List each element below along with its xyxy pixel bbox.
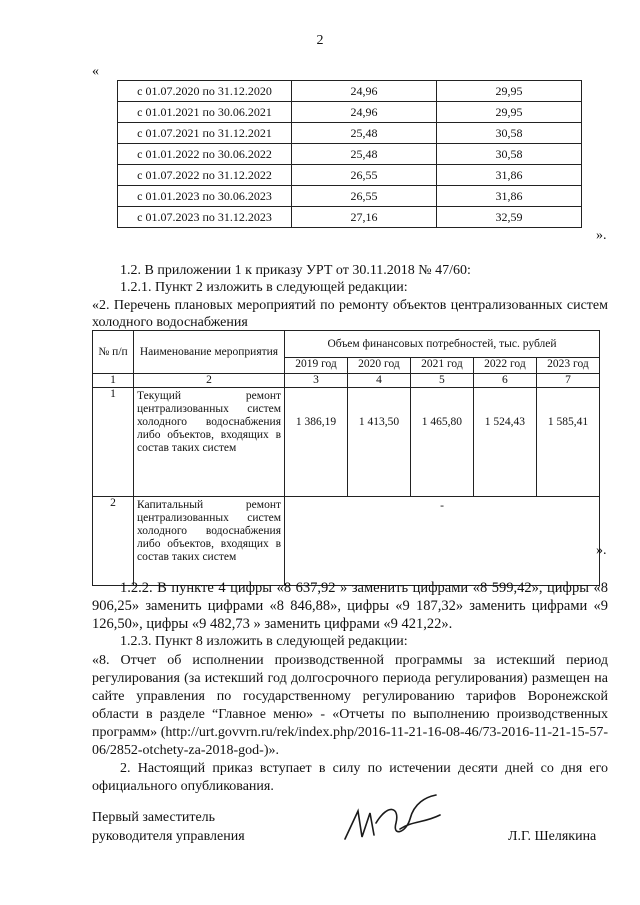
row-value: 1 386,19 [285, 388, 348, 497]
rate-value-1: 25,48 [292, 144, 437, 165]
table-row [118, 165, 582, 186]
rate-value-2: 31,86 [437, 186, 582, 207]
repair-plan-table [92, 330, 600, 586]
signature-stroke [345, 795, 440, 839]
section-2: 2. Настоящий приказ вступает в силу по истечении десяти дней со дня его официального опубликования. [92, 761, 608, 794]
signatory-name: Л.Г. Шелякина [508, 829, 597, 844]
rate-value-1: 24,96 [292, 81, 437, 102]
col-index: 2 [134, 374, 285, 388]
table-row [93, 388, 600, 497]
row-name [134, 497, 285, 586]
col-index: 4 [347, 374, 410, 388]
table-row [118, 186, 582, 207]
row-value: 1 465,80 [410, 388, 473, 497]
rate-value-2: 31,86 [437, 165, 582, 186]
closing-quote-2: ». [596, 543, 607, 558]
row-number: 2 [93, 497, 134, 586]
col-index: 1 [93, 374, 134, 388]
table-row [118, 81, 582, 102]
rate-period: с 01.01.2022 по 30.06.2022 [118, 144, 292, 165]
rate-period: с 01.01.2023 по 30.06.2023 [118, 186, 292, 207]
col-header-year: 2021 год [410, 358, 473, 374]
signature-image [340, 793, 450, 845]
rate-value-2: 29,95 [437, 102, 582, 123]
section-1-2-2: 1.2.2. В пункте 4 цифры «8 637,92 » заменить цифрами «8 599,42», цифры «8 906,25» заменить цифрами «8 846,88», цифры «9 187,32» заменить цифрами «9 126,50», цифры «9 482,73 » заменить цифрами «9 421,22». [92, 580, 608, 632]
col-header-name: Наименование мероприятия [134, 331, 285, 374]
rate-period: с 01.07.2022 по 31.12.2022 [118, 165, 292, 186]
row-name-last: состав таких систем [137, 551, 237, 563]
col-index: 5 [410, 374, 473, 388]
point-8-text: «8. Отчет об исполнении производственной программы за истекший период регулирования (за истекший год долгосрочного периода регулирования) размещен на сайте управления по государственному регулированию тарифов Воронежской области в разделе “Главное меню» - «Отчеты по выполнению производственных программ» (http://urt.govvrn.ru/rek/index.php/2016-11-21-16-08-46/73-2016-11-21-15-57-06/2852-otchety-za-2018-god-)». [92, 653, 608, 758]
page-number: 2 [316, 33, 324, 48]
rate-value-1: 26,55 [292, 186, 437, 207]
col-header-num: № п/п [93, 331, 134, 374]
col-header-year: 2019 год [285, 358, 348, 374]
table-row [118, 102, 582, 123]
col-header-year: 2020 год [347, 358, 410, 374]
table-row [118, 123, 582, 144]
signatory-title-line-1: Первый заместитель [92, 810, 216, 825]
row-number: 1 [93, 388, 134, 497]
row-name-text: Капитальный ремонт централизованных систем холодного водоснабжения либо объектов, входящих в [137, 499, 281, 550]
col-header-year: 2023 год [536, 358, 599, 374]
row-name [134, 388, 285, 497]
rate-value-1: 26,55 [292, 165, 437, 186]
opening-quote: « [92, 64, 99, 79]
tariff-rates-table [117, 80, 582, 228]
section-1-2: 1.2. В приложении 1 к приказу УРТ от 30.11.2018 № 47/60: [120, 263, 471, 278]
rate-value-2: 32,59 [437, 207, 582, 228]
rate-value-2: 29,95 [437, 81, 582, 102]
col-index: 7 [536, 374, 599, 388]
col-index: 3 [285, 374, 348, 388]
row-value: 1 413,50 [347, 388, 410, 497]
col-header-year: 2022 год [473, 358, 536, 374]
table-row [93, 497, 600, 586]
rate-value-2: 30,58 [437, 144, 582, 165]
rate-period: с 01.01.2021 по 30.06.2021 [118, 102, 292, 123]
row-name-last: состав таких систем [137, 442, 237, 454]
rate-value-2: 30,58 [437, 123, 582, 144]
col-header-volume: Объем финансовых потребностей, тыс. рублей [285, 331, 600, 358]
rate-value-1: 25,48 [292, 123, 437, 144]
closing-quote-1: ». [596, 228, 607, 243]
row-value: 1 524,43 [473, 388, 536, 497]
signatory-title-line-2: руководителя управления [92, 829, 245, 844]
section-1-2-3: 1.2.3. Пункт 8 изложить в следующей редакции: [120, 634, 408, 649]
rate-value-1: 24,96 [292, 102, 437, 123]
row-value: - [285, 497, 600, 586]
rate-period: с 01.07.2021 по 31.12.2021 [118, 123, 292, 144]
rate-period: с 01.07.2020 по 31.12.2020 [118, 81, 292, 102]
rate-value-1: 27,16 [292, 207, 437, 228]
section-1-2-1: 1.2.1. Пункт 2 изложить в следующей редакции: [120, 280, 408, 295]
table-row [118, 207, 582, 228]
list-title: «2. Перечень плановых мероприятий по ремонту объектов централизованных систем холодного водоснабжения [92, 298, 608, 330]
col-index: 6 [473, 374, 536, 388]
rate-period: с 01.07.2023 по 31.12.2023 [118, 207, 292, 228]
table-row [118, 144, 582, 165]
row-name-text: Текущий ремонт централизованных систем холодного водоснабжения либо объектов, входящих в [137, 390, 281, 441]
row-value: 1 585,41 [536, 388, 599, 497]
